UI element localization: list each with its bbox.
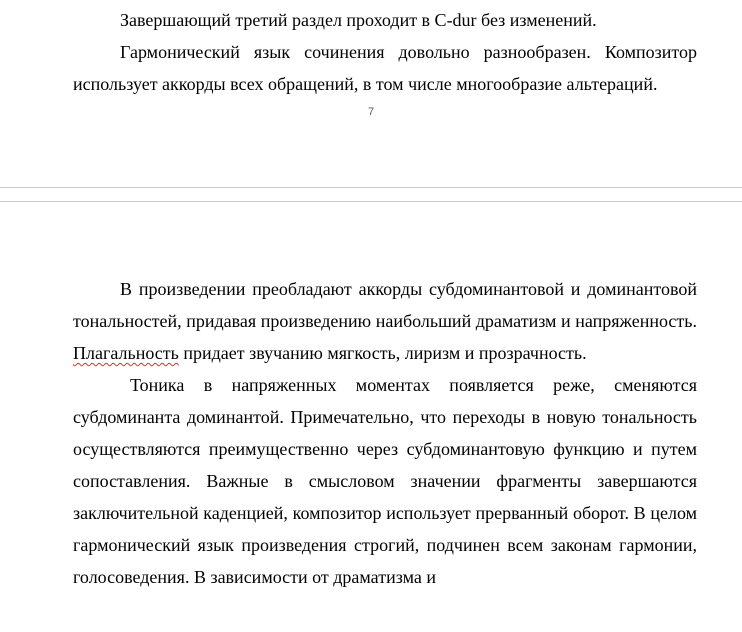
paragraph-chords-text-start: В произведении преобладают аккорды субдоминантовой и доминантовой тональностей, придавая произведению наибольший драматизм и напряженность. bbox=[73, 279, 697, 331]
document-page-7 bbox=[0, 0, 742, 187]
document-page-8 bbox=[0, 203, 742, 632]
paragraph-chords bbox=[73, 273, 697, 369]
paragraph-tonic: Тоника в напряженных моментах появляется реже, сменяются субдоминанта доминантой. Примечательно, что переходы в новую тональность осуществляются преимущественно через субдоминантовую функцию и путем сопоставления. Важные в смысловом значении фрагменты завершаются заключительной каденцией, композитор использует прерванный оборот. В целом гармонический язык произведения строгий, подчинен всем законам гармонии, голосоведения. В зависимости от драматизма и bbox=[73, 375, 697, 587]
paragraph-harmonic-language: Гармонический язык сочинения довольно разнообразен. Композитор использует аккорды всех обращений, в том числе многообразие альтераций. bbox=[73, 42, 697, 94]
page-break-separator bbox=[0, 187, 742, 202]
misspelled-word[interactable]: Плагальность bbox=[73, 343, 179, 363]
paragraph-third-section: Завершающий третий раздел проходит в C-dur без изменений. bbox=[120, 10, 597, 30]
page-7-text bbox=[73, 4, 697, 100]
page-8-text bbox=[73, 273, 697, 593]
paragraph-chords-text-end: придает звучанию мягкость, лиризм и прозрачность. bbox=[178, 343, 587, 363]
page-number: 7 bbox=[367, 106, 375, 118]
